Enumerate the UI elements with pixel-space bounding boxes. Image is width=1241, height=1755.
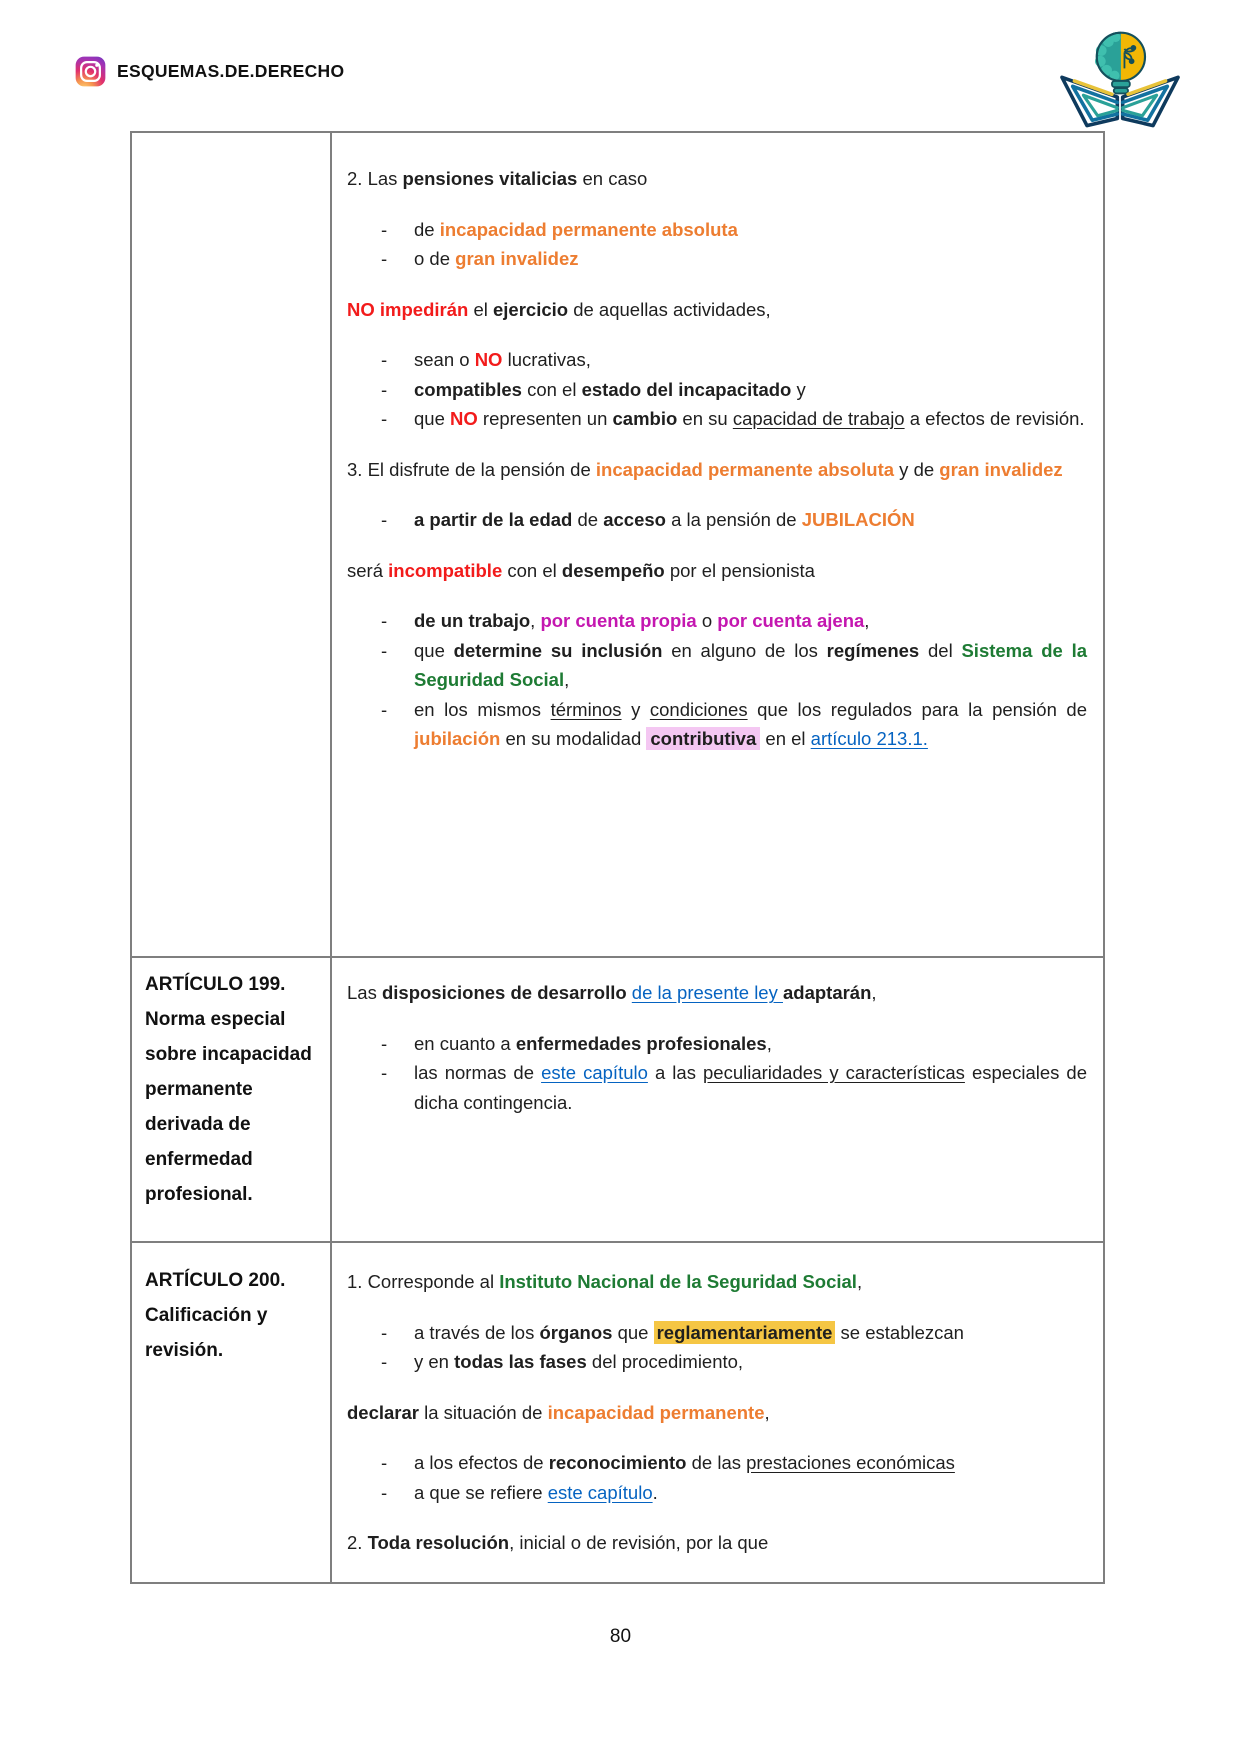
text-run: en su modalidad <box>500 728 647 749</box>
bullet-list <box>347 215 1087 274</box>
text-run: reconocimiento <box>548 1452 687 1473</box>
header-brand <box>75 56 344 87</box>
text-run: declarar <box>347 1401 419 1423</box>
text-run: 2. <box>347 1532 368 1553</box>
table-row <box>132 133 1103 956</box>
table-row <box>132 956 1103 1241</box>
text-run: acceso <box>603 509 666 530</box>
text-run: de aquellas actividades, <box>568 298 771 320</box>
text-run: términos <box>550 698 622 720</box>
text-run: y de <box>894 458 940 480</box>
text-run: , <box>530 610 541 631</box>
bullet-list <box>347 345 1087 434</box>
page-footer <box>0 1626 1241 1648</box>
list-item <box>347 695 1087 754</box>
text-run: pensiones vitalicias <box>402 168 578 189</box>
text-run: , <box>766 1032 772 1054</box>
text-run: de las <box>686 1452 747 1473</box>
inline-link[interactable]: este capítulo <box>547 1481 653 1503</box>
text-run: , <box>564 669 570 690</box>
list-item <box>347 1347 1087 1377</box>
paragraph <box>347 1528 1087 1558</box>
text-run: prestaciones económicas <box>746 1452 955 1473</box>
text-run: se establezcan <box>835 1321 964 1343</box>
text-run: gran invalidez <box>939 458 1063 480</box>
text-run: desempeño <box>561 559 665 581</box>
text-run: por cuenta ajena <box>717 610 865 631</box>
article-content-cell <box>332 1243 1103 1582</box>
list-item <box>347 215 1087 245</box>
text-run: 2. Las <box>347 168 403 189</box>
text-run: disposiciones de desarrollo <box>381 982 627 1003</box>
text-run: 1. Corresponde al <box>347 1271 500 1292</box>
text-run: que <box>414 408 451 429</box>
text-run: a través de los <box>414 1321 540 1343</box>
text-run: y <box>621 698 650 720</box>
table-row <box>132 1241 1103 1582</box>
paragraph <box>347 1267 1087 1297</box>
text-run: ejercicio <box>493 298 569 320</box>
text-run: y en <box>414 1351 455 1372</box>
articles-table <box>130 131 1105 1584</box>
text-run: o de <box>414 248 456 269</box>
text-run: regímenes <box>826 639 920 661</box>
text-run: del <box>919 639 962 661</box>
bullet-list <box>347 505 1087 535</box>
text-run: por el pensionista <box>664 559 815 581</box>
text-run: jubilación <box>414 728 501 749</box>
text-run: Instituto Nacional de la Seguridad Social <box>499 1271 857 1292</box>
text-run: incapacidad permanente <box>547 1401 765 1423</box>
text-run: a los efectos de <box>414 1452 549 1473</box>
text-run: será <box>347 559 389 581</box>
text-run: en cuanto a <box>414 1032 516 1054</box>
article-title-cell <box>132 958 332 1241</box>
text-run: 3. El disfrute de la pensión de <box>347 458 596 480</box>
bullet-list <box>347 1029 1087 1118</box>
list-item <box>347 244 1087 274</box>
text-run: el <box>468 298 493 320</box>
text-run: enfermedades profesionales <box>515 1032 767 1054</box>
text-run: incapacidad permanente absoluta <box>439 218 738 240</box>
text-run: , <box>764 1401 770 1423</box>
paragraph <box>347 978 1087 1008</box>
list-item <box>347 636 1087 695</box>
bullet-list <box>347 606 1087 754</box>
paragraph <box>347 1398 1087 1428</box>
text-run: la situación de <box>419 1401 548 1423</box>
article-title-cell <box>132 133 332 956</box>
text-run: , <box>871 982 877 1003</box>
text-run: incapacidad permanente absoluta <box>595 458 895 480</box>
paragraph <box>347 295 1087 325</box>
text-run: de <box>572 509 604 530</box>
text-run: , <box>864 610 870 631</box>
list-item <box>347 505 1087 535</box>
text-run: a partir de la edad <box>414 509 573 530</box>
text-run: especiales de dicha contingencia. <box>414 1062 1088 1113</box>
text-run: gran invalidez <box>455 248 579 269</box>
list-item <box>347 375 1087 405</box>
inline-link[interactable]: artículo 213.1. <box>810 728 928 749</box>
text-run: de <box>414 218 440 240</box>
text-run: lucrativas, <box>502 349 591 370</box>
text-run: a las <box>647 1062 703 1083</box>
instagram-icon <box>75 56 106 87</box>
inline-link[interactable]: este capítulo <box>541 1062 648 1083</box>
inline-link[interactable]: de la presente ley <box>631 982 783 1003</box>
text-run: a que se refiere <box>414 1481 548 1503</box>
text-run: representen un <box>477 408 613 429</box>
text-run: NO <box>450 408 478 429</box>
text-run: , <box>856 1271 863 1292</box>
text-run: por cuenta propia <box>540 610 697 631</box>
text-run: , inicial o de revisión, por la que <box>509 1532 769 1553</box>
text-run: reglamentariamente <box>654 1321 836 1344</box>
list-item <box>347 404 1087 434</box>
article-content-cell <box>332 958 1103 1241</box>
text-run: condiciones <box>649 698 748 720</box>
text-run: y <box>791 378 806 400</box>
brand-handle: ESQUEMAS.DE.DERECHO <box>117 61 345 81</box>
page-number: 80 <box>609 1626 632 1647</box>
text-run: capacidad de trabajo <box>732 408 905 429</box>
list-item <box>347 606 1087 636</box>
text-run: que <box>612 1321 654 1343</box>
text-run: órganos <box>539 1321 613 1343</box>
bullet-list <box>347 1318 1087 1377</box>
list-item <box>347 345 1087 375</box>
text-run: con el <box>521 378 582 400</box>
article-title: ARTÍCULO 200. Calificación y revisión. <box>145 1270 286 1361</box>
list-item <box>347 1029 1087 1059</box>
paragraph <box>347 556 1087 586</box>
text-run: que los regulados para la pensión de <box>747 698 1087 720</box>
text-run: determine su inclusión <box>453 639 663 661</box>
text-run: NO impedirán <box>347 298 469 320</box>
text-run: . <box>652 1481 658 1503</box>
text-run: incompatible <box>388 559 503 581</box>
text-run: estado del incapacitado <box>581 378 792 400</box>
text-run: del procedimiento, <box>586 1351 744 1372</box>
text-run: en los mismos <box>414 698 551 720</box>
article-title-cell <box>132 1243 332 1582</box>
text-run: a efectos de revisión. <box>904 408 1085 429</box>
text-run: todas las fases <box>454 1351 587 1372</box>
text-run: en su <box>677 408 733 429</box>
text-run: NO <box>474 349 503 370</box>
text-run: con el <box>502 559 562 581</box>
text-run: compatibles <box>414 378 522 400</box>
text-run: Toda resolución <box>367 1532 510 1553</box>
text-run: contributiva <box>646 727 760 750</box>
text-run: adaptarán <box>782 982 872 1003</box>
text-run: JUBILACIÓN <box>801 509 915 530</box>
text-run: o <box>696 610 718 631</box>
text-run: cambio <box>612 408 678 429</box>
text-run: a la pensión de <box>665 509 802 530</box>
paragraph <box>347 164 1087 194</box>
list-item <box>347 1448 1087 1478</box>
text-run: sean o <box>414 349 475 370</box>
list-item <box>347 1318 1087 1348</box>
bullet-list <box>347 1448 1087 1507</box>
text-run: que <box>414 639 454 661</box>
text-run: en alguno de los <box>662 639 827 661</box>
list-item <box>347 1058 1087 1117</box>
text-run: Sistema de la Seguridad Social <box>414 639 1087 690</box>
text-run: en caso <box>577 168 648 189</box>
text-run: de un trabajo <box>414 610 531 631</box>
text-run: Las <box>347 982 382 1003</box>
text-run: las normas de <box>414 1062 542 1083</box>
book-brain-lightbulb-icon <box>1053 12 1187 132</box>
paragraph <box>347 455 1087 485</box>
text-run: en el <box>760 728 811 749</box>
article-content-cell <box>332 133 1103 956</box>
article-title: ARTÍCULO 199. Norma especial sobre incapacidad permanente derivada de enfermedad profesional. <box>145 974 312 1205</box>
list-item <box>347 1478 1087 1508</box>
text-run: peculiaridades y características <box>703 1062 965 1083</box>
